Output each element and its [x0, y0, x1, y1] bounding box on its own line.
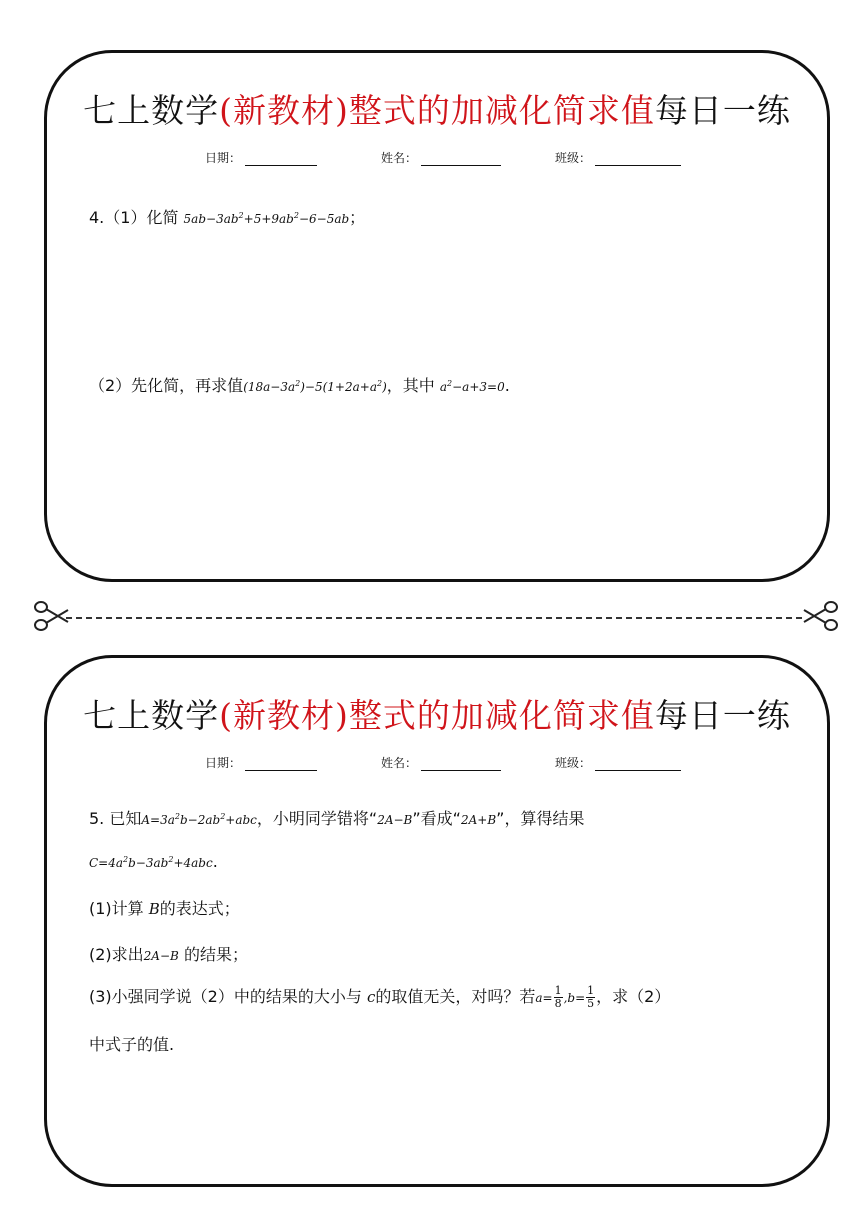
question-5-sub-3-cont: 中式子的值.	[89, 1035, 175, 1054]
meta-row	[47, 149, 827, 169]
meta-row	[47, 754, 827, 774]
question-4-part-2: （2）先化简，再求值$(18a-3a^2)-5(1+2a+a^2)$，其中 $a^2-a+3=0$.	[89, 376, 510, 395]
math-expression: $5ab-3ab^2+5+9ab^2-6-5ab$	[183, 211, 350, 226]
title-prefix: 七上数学	[83, 696, 220, 735]
fraction-b: $\frac{1}{5}$	[587, 984, 595, 1010]
class-blank	[595, 153, 681, 166]
worksheet-card-2	[44, 655, 830, 1187]
date-field: 日期：	[205, 754, 317, 771]
title-highlight: (新教材)整式的加减化简求值	[219, 696, 655, 735]
class-field: 班级：	[555, 149, 681, 166]
cut-line	[66, 617, 802, 619]
question-4-part-1: 4.（1）化简 $5ab-3ab^2+5+9ab^2-6-5ab$；	[89, 208, 366, 227]
title-prefix: 七上数学	[83, 91, 220, 130]
question-5-sub-2: (2)求出2A−B 的结果；	[89, 945, 248, 964]
question-5-sub-1: (1)计算 B的表达式；	[89, 899, 240, 918]
fraction-a: $\frac{1}{8}$	[554, 984, 562, 1010]
question-5-line-2: $C=4a^2b-3ab^2+4abc$.	[89, 852, 218, 871]
math-expression: $A=3a^2b-2ab^2+abc$	[141, 812, 257, 827]
worksheet-card-1	[44, 50, 830, 582]
title-suffix: 每日一练	[654, 696, 791, 735]
title-suffix: 每日一练	[654, 91, 791, 130]
question-5-sub-3: (3)小强同学说（2）中的结果的大小与 c的取值无关，对吗？若a= $\frac{1}{8}$ ,b= $\frac{1}{5}$ ，求（2）	[89, 984, 671, 1010]
math-expression: $C=4a^2b-3ab^2+4abc$	[89, 855, 213, 870]
scissors-icon	[32, 598, 72, 634]
name-blank	[421, 758, 501, 771]
name-blank	[421, 153, 501, 166]
math-expression: $(18a-3a^2)-5(1+2a+a^2)$	[243, 379, 387, 394]
title-highlight: (新教材)整式的加减化简求值	[219, 91, 655, 130]
math-condition: $a^2-a+3=0$	[439, 379, 505, 394]
class-field: 班级：	[555, 754, 681, 771]
worksheet-title	[47, 85, 827, 132]
question-5-line-1: 5. 已知$A=3a^2b-2ab^2+abc$，小明同学错将“2A−B”看成“2A+B”，算得结果	[89, 809, 585, 828]
scissors-icon	[800, 598, 840, 634]
worksheet-title	[47, 690, 827, 737]
date-field: 日期：	[205, 149, 317, 166]
name-field: 姓名：	[381, 149, 501, 166]
date-blank	[245, 153, 317, 166]
date-blank	[245, 758, 317, 771]
class-blank	[595, 758, 681, 771]
name-field: 姓名：	[381, 754, 501, 771]
math-expression: 2A−B	[143, 949, 179, 963]
